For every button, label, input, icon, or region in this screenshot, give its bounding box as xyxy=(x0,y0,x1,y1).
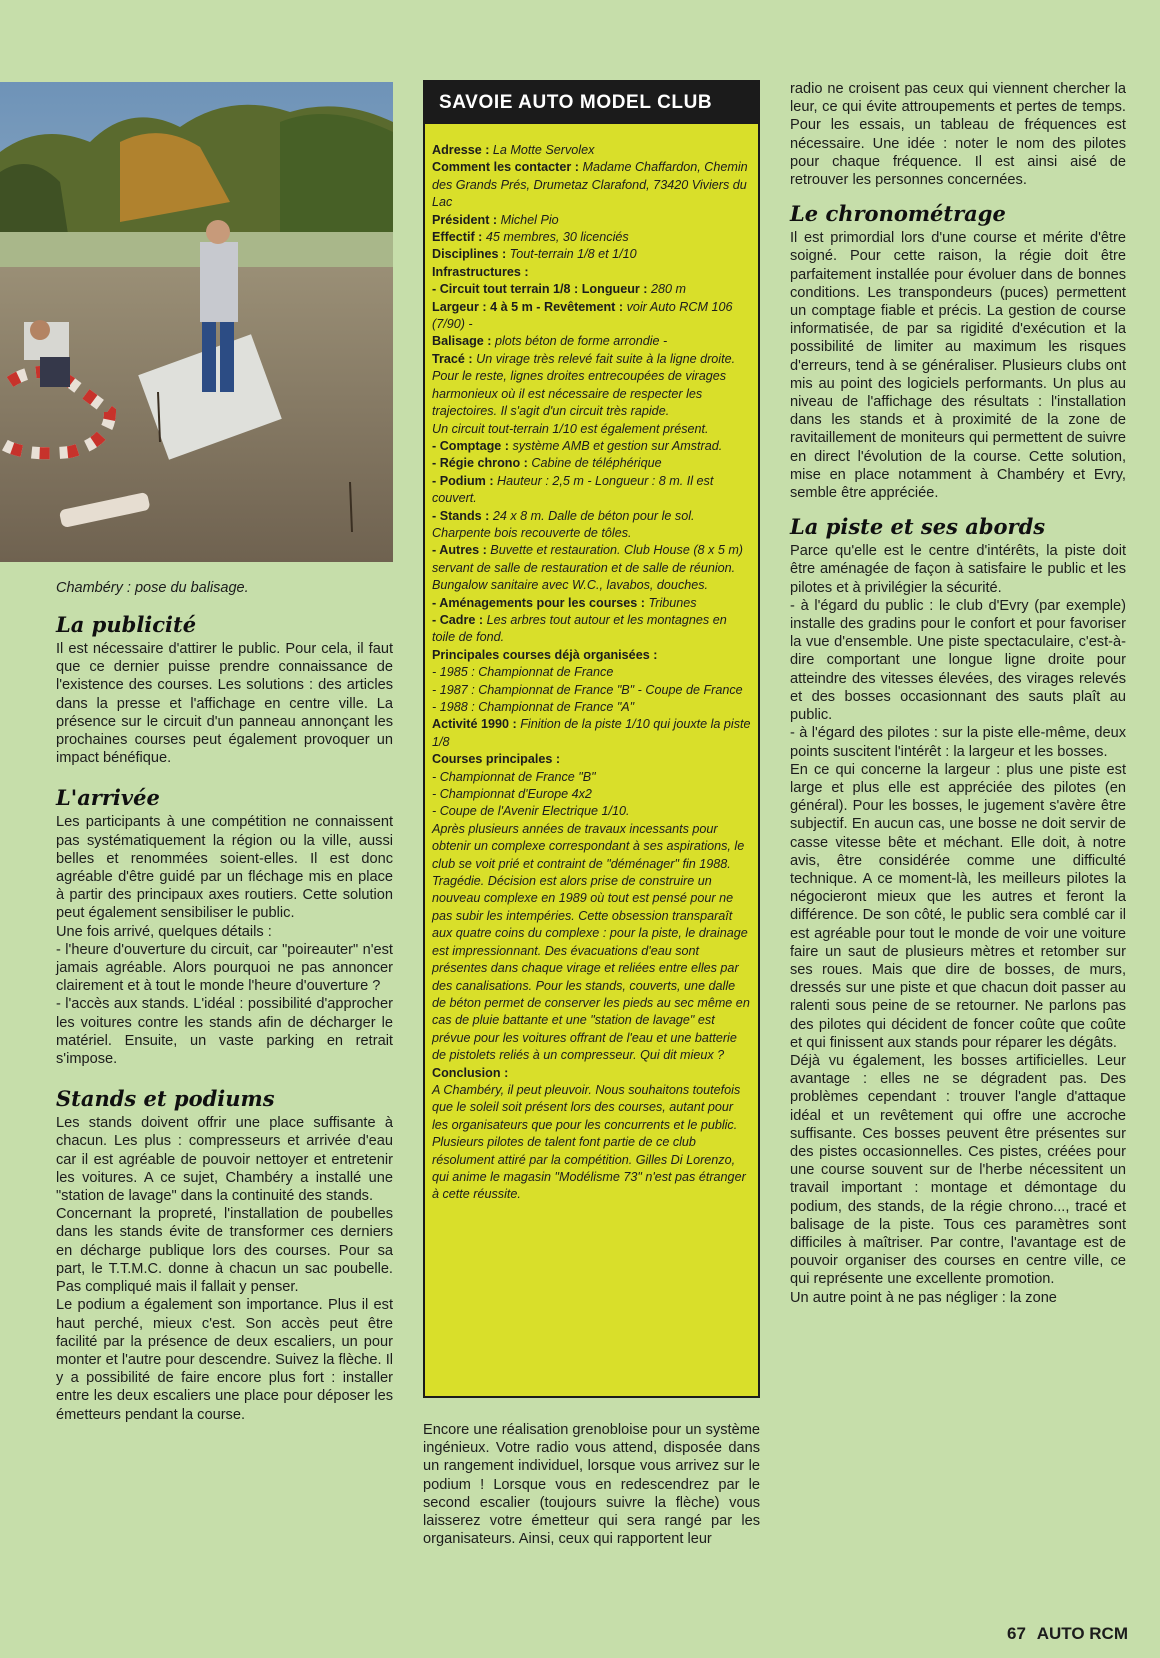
club-info-label: - Podium : xyxy=(432,473,494,488)
club-info-label: Largeur : 4 à 5 m - Revêtement : xyxy=(432,299,624,314)
club-info-text: A Chambéry, il peut pleuvoir. Nous souhaitons toutefois que le soleil soit présent lors des courses, autant pour les organisateurs que pour les concurrents et le public. Plusieurs pilotes de talent font partie de ce club résolument attiré par la compétition. Gilles Di Lorenzo, qui anime le magasin "Modélisme 73" n'est pas étranger à cette réussite. xyxy=(432,1082,746,1202)
club-info-label: Effectif : xyxy=(432,230,483,245)
club-info-box xyxy=(423,80,760,1398)
photo-chambery-balisage xyxy=(0,82,393,562)
heading-piste-abords: La piste et ses abords xyxy=(790,514,1046,540)
club-info-text: voir Auto RCM 106 (7/90) - xyxy=(432,299,733,332)
paragraph: radio ne croisent pas ceux qui viennent chercher la leur, ce qui évite attroupements et pertes de temps. Pour les essais, un tableau de fréquences est nécessaire. Une idée : noter le nom des pilotes pour chaque fréquence. Il est ainsi aisé de retrouver les personnes concernées. xyxy=(790,81,1126,189)
club-info-line xyxy=(432,699,751,716)
club-info-label: - Autres : xyxy=(432,543,487,558)
club-info-text: système AMB et gestion sur Amstrad. xyxy=(508,438,723,453)
club-info-text: 45 membres, 30 licenciés xyxy=(482,230,629,245)
club-info-text: - Championnat d'Europe 4x2 xyxy=(432,787,592,802)
club-info-body xyxy=(425,124,758,1204)
club-info-label: Principales courses déjà organisées : xyxy=(432,647,658,662)
club-info-text: plots béton de forme arrondie - xyxy=(491,334,668,349)
club-info-label: - Stands : xyxy=(432,508,490,523)
club-info-line xyxy=(432,595,751,612)
club-info-line xyxy=(432,751,751,768)
club-info-line xyxy=(432,682,751,699)
heading-stands-podiums: Stands et podiums xyxy=(56,1086,275,1112)
paragraph: En ce qui concerne la largeur : plus une piste est large et plus elle est appréciée des pilotes (en général). Pour les bosses, le jugement s'avère être subjectif. En aucun cas, une bosse ne doit servir de casse vitesse bête et méchant. Elle doit, à notre avis, être considérée comme une difficulté technique. A ce moment-là, les meilleurs pilotes la négocieront mieux que les autres et feront la différence. De son côté, le public sera comblé car il est agréable pour tout le monde de voir une voiture faire un saut de plusieurs mètres et retomber sur ses roues. Mais que dire de bosses, de murs, dressés sur une piste et que chacun doit passer au ralenti sous peine de se retourner. Ne parlons pas des pilotes qui décident de foncer coûte que coûte et qui finissent aux stands pour réparer les dégâts. xyxy=(790,761,1126,1051)
club-info-label: - Cadre : xyxy=(432,612,484,627)
club-info-text: Tribunes xyxy=(645,595,697,610)
club-info-text: Hauteur : 2,5 m - Longueur : 8 m. Il est couvert. xyxy=(432,473,714,506)
paragraph: Parce qu'elle est le centre d'intérêts, la piste doit être aménagée de façon à satisfaire le public et les pilotes et à privilégier la sécurité. xyxy=(790,543,1126,596)
club-info-text: Cabine de téléphérique xyxy=(527,456,662,471)
club-info-text: 280 m xyxy=(647,282,687,297)
paragraph: - à l'égard des pilotes : sur la piste elle-même, deux points suscitent l'intérêt : la largeur et les bosses. xyxy=(790,725,1126,760)
club-info-label: Infrastructures : xyxy=(432,264,529,279)
heading-publicite: La publicité xyxy=(56,612,197,637)
club-info-line xyxy=(432,264,751,281)
club-info-label: Conclusion : xyxy=(432,1065,509,1080)
paragraph: Encore une réalisation grenobloise pour un système ingénieux. Votre radio vous attend, disposée dans un rangement individuel, lorsque vous arrivez sur le podium ! Lorsque vous en redescendrez par le second escalier (toujours suivre la flèche) vous laisserez votre émetteur qui sera rangé par les organisateurs. Ainsi, ceux qui rapportent leur xyxy=(423,1422,760,1548)
club-info-line xyxy=(432,438,751,455)
paragraph: - à l'égard du public : le club d'Evry (par exemple) installe des gradins pour le confort et pour favoriser la vue d'ensemble. Une piste spectaculaire, c'est-à-dire comportant une longue ligne droite pour atteindre des vitesses élevées, des virages relevés et des bosses occasionnant des sauts plaît au public. xyxy=(790,597,1126,724)
club-info-text: La Motte Servolex xyxy=(489,143,595,157)
club-info-label: - Régie chrono : xyxy=(432,456,528,471)
club-info-line xyxy=(432,229,751,246)
club-info-text: - Championnat de France "B" xyxy=(432,769,596,784)
club-info-text: Madame Chaffardon, Chemin des Grands Prés, Drumetaz Clarafond, 73420 Viviers du Lac xyxy=(432,160,748,210)
page-number: 67 xyxy=(1007,1624,1026,1643)
paragraph: Il est primordial lors d'une course et mérite d'être soigné. Pour cette raison, la régie doit être parfaitement installée pour évoluer dans de bonnes conditions. Les transpondeurs (puces) permettent un comptage fiable et précis. La gestion de course informatisée, de par sa rigidité d'exécution et la possibilité de limiter au maximum les risques d'erreurs, tend à se généraliser. Plusieurs clubs ont mis au point des logiciels performants. Un plus au niveau de l'affichage des résultats : l'installation dans les stands et à proximité de la zone de ravitaillement de moniteurs qui permettent de suivre en direct l'évolution de la course. Cette solution, mise en place notamment à Chambéry et Evry, semble être appréciée. xyxy=(790,230,1126,502)
club-info-line xyxy=(432,421,751,438)
club-info-line xyxy=(432,664,751,681)
club-info-line xyxy=(432,716,751,751)
club-info-text: Buvette et restauration. Club House (8 x 5 m) servant de salle de restauration et de salle de réunion. Bungalow sanitaire avec W.C., lavabos, douches. xyxy=(432,543,744,593)
magazine-name: AUTO RCM xyxy=(1036,1624,1128,1643)
club-info-text: Tout-terrain 1/8 et 1/10 xyxy=(506,247,637,262)
middle-bottom-text xyxy=(423,1421,760,1548)
club-info-line xyxy=(432,455,751,472)
club-info-line xyxy=(432,299,751,334)
left-column xyxy=(56,612,393,1424)
paragraph: Une fois arrivé, quelques détails : xyxy=(56,923,272,940)
club-info-text: Les arbres tout autour et les montagnes en toile de fond. xyxy=(432,612,727,645)
club-info-label: Comment les contacter : xyxy=(432,160,579,175)
club-info-text: Après plusieurs années de travaux incessants pour obtenir un complexe correspondant à ses aspirations, le club se voit prié et contraint de "déménager" fin 1988. Tragédie. Décision est alors prise de construire un nouveau complexe en 1989 où tout est pensé pour ne pas subir les intempéries. Cette obsession transparaît aux quatre coins du complexe : pour la piste, le drainage est impressionnant. Des évacuations d'eau sont présentes dans chaque virage et reliées entre elles par des canalisations. Pour les stands, couverts, une dalle de béton permet de conserver les pieds au sec même en cas de pluie battante et une "station de lavage" est prévue pour les voitures offrant de l'eau et une batterie de pistolets reliés à un compresseur. Qui dit mieux ? xyxy=(432,821,750,1063)
paragraph: Les participants à une compétition ne connaissent pas systématiquement la région ou la ville, aussi belles et renommées soient-elles. Il est donc agréable d'être guidé par un fléchage mis en place à partir des principaux axes routiers. Cette solution peut également sensibiliser le public. xyxy=(56,814,393,922)
club-info-label: Président : xyxy=(432,212,498,227)
club-info-line xyxy=(432,473,751,508)
club-info-label: Activité 1990 : xyxy=(432,717,517,732)
club-info-title: SAVOIE AUTO MODEL CLUB xyxy=(425,82,758,124)
club-info-label: Balisage : xyxy=(432,334,492,349)
club-info-line xyxy=(432,142,751,159)
page-footer xyxy=(1007,1624,1128,1644)
paragraph: Concernant la propreté, l'installation de poubelles dans les stands évite de transformer ces derniers en décharge publique lors des courses. Pour sa part, le T.T.M.C. donne à chacun un sac poubelle. Pas compliqué mais il fallait y penser. xyxy=(56,1206,393,1296)
paragraph: Un autre point à ne pas négliger : la zone xyxy=(790,1289,1057,1306)
club-info-label: Disciplines : xyxy=(432,247,507,262)
club-info-text: Finition de la piste 1/10 qui jouxte la piste 1/8 xyxy=(432,717,751,749)
club-info-line xyxy=(432,333,751,350)
club-info-text: - 1988 : Championnat de France "A" xyxy=(432,700,635,714)
club-info-text: Un virage très relevé fait suite à la ligne droite. Pour le reste, lignes droites entrecoupées de virages harmonieux où il est nécessaire de respecter les trajectoires. Il s'agit d'un circuit très rapide. xyxy=(432,351,736,419)
club-info-text: - 1985 : Championnat de France xyxy=(432,665,614,680)
paragraph: Déjà vu également, les bosses artificielles. Leur avantage : elles ne se dégradent pas. Des problèmes cependant : trouver l'angle d'attaque idéal et un revêtement qui offre une accroche suffisante. Ces bosses peuvent être présentes sur des pistes occasionnelles. Ces pistes, créées pour une course souvent sur de l'herbe nécessitent un travail important : montage et démontage du podium, des stands, de la régie chrono..., tracé et balisage de la piste. Tous ces paramètres sont difficiles à maîtriser. Par contre, l'avantage est de pouvoir organiser des courses en centre ville, ce qui représente une excellente promotion. xyxy=(790,1052,1126,1288)
club-info-text: - Coupe de l'Avenir Electrique 1/10. xyxy=(432,804,630,819)
club-info-label: - Aménagements pour les courses : xyxy=(432,595,645,610)
club-info-text: - 1987 : Championnat de France "B" - Coupe de France xyxy=(432,682,743,697)
club-info-text: Michel Pio xyxy=(497,212,559,227)
paragraph: Il est nécessaire d'attirer le public. Pour cela, il faut que ce dernier puisse prendre connaissance de l'existence des courses. Les solutions : des articles dans la presse et l'affichage en centre ville. La présence sur le circuit d'un panneau annonçant les prochaines courses peut également provoquer un impact bénéfique. xyxy=(56,641,393,767)
club-info-line xyxy=(432,212,751,229)
club-info-text: Un circuit tout-terrain 1/10 est également présent. xyxy=(432,421,709,436)
club-info-line xyxy=(432,508,751,543)
club-info-line xyxy=(432,786,751,803)
club-info-line xyxy=(432,821,751,1065)
club-info-line xyxy=(432,612,751,647)
photo-caption: Chambéry : pose du balisage. xyxy=(56,580,249,596)
club-info-line xyxy=(432,769,751,786)
paragraph: - l'accès aux stands. L'idéal : possibilité d'approcher les voitures contre les stands afin de décharger le matériel. Ensuite, un vaste parking en retrait s'impose. xyxy=(56,996,393,1068)
club-info-line xyxy=(432,351,751,421)
paragraph: Le podium a également son importance. Plus il est haut perché, mieux c'est. Son accès peut être facilité par la présence de deux escaliers, un pour monter et l'autre pour descendre. Suivez la flèche. Il y a possibilité de faire encore plus fort : installer entre les deux escaliers une place pour déposer les émetteurs pendant la course. xyxy=(56,1297,393,1423)
paragraph: - l'heure d'ouverture du circuit, car "poireauter" n'est jamais agréable. Alors pourquoi ne pas annoncer clairement et à tout le monde l'heure d'ouverture ? xyxy=(56,941,393,995)
club-info-line xyxy=(432,542,751,594)
club-info-line xyxy=(432,647,751,664)
club-info-line xyxy=(432,281,751,298)
right-column xyxy=(790,80,1126,1307)
paragraph: Les stands doivent offrir une place suffisante à chacun. Les plus : compresseurs et arrivée d'eau car il est agréable de pouvoir nettoyer et entretenir les voitures. A ce sujet, Chambéry a installé une "station de lavage" dans la continuité des stands. xyxy=(56,1115,393,1205)
club-info-label: Adresse : xyxy=(432,143,490,157)
club-info-line xyxy=(432,159,751,211)
club-info-text: 24 x 8 m. Dalle de béton pour le sol. Charpente bois recouverte de tôles. xyxy=(432,508,695,540)
heading-arrivee: L'arrivée xyxy=(56,785,160,811)
club-info-label: Tracé : xyxy=(432,351,473,366)
club-info-line xyxy=(432,1065,751,1082)
club-info-label: Courses principales : xyxy=(432,752,561,767)
club-info-line xyxy=(432,803,751,820)
club-info-line xyxy=(432,1082,751,1204)
club-info-label: - Comptage : xyxy=(432,438,509,453)
club-info-label: - Circuit tout terrain 1/8 : Longueur : xyxy=(432,282,648,297)
club-info-line xyxy=(432,246,751,263)
heading-chronometrage: Le chronométrage xyxy=(790,201,1006,227)
